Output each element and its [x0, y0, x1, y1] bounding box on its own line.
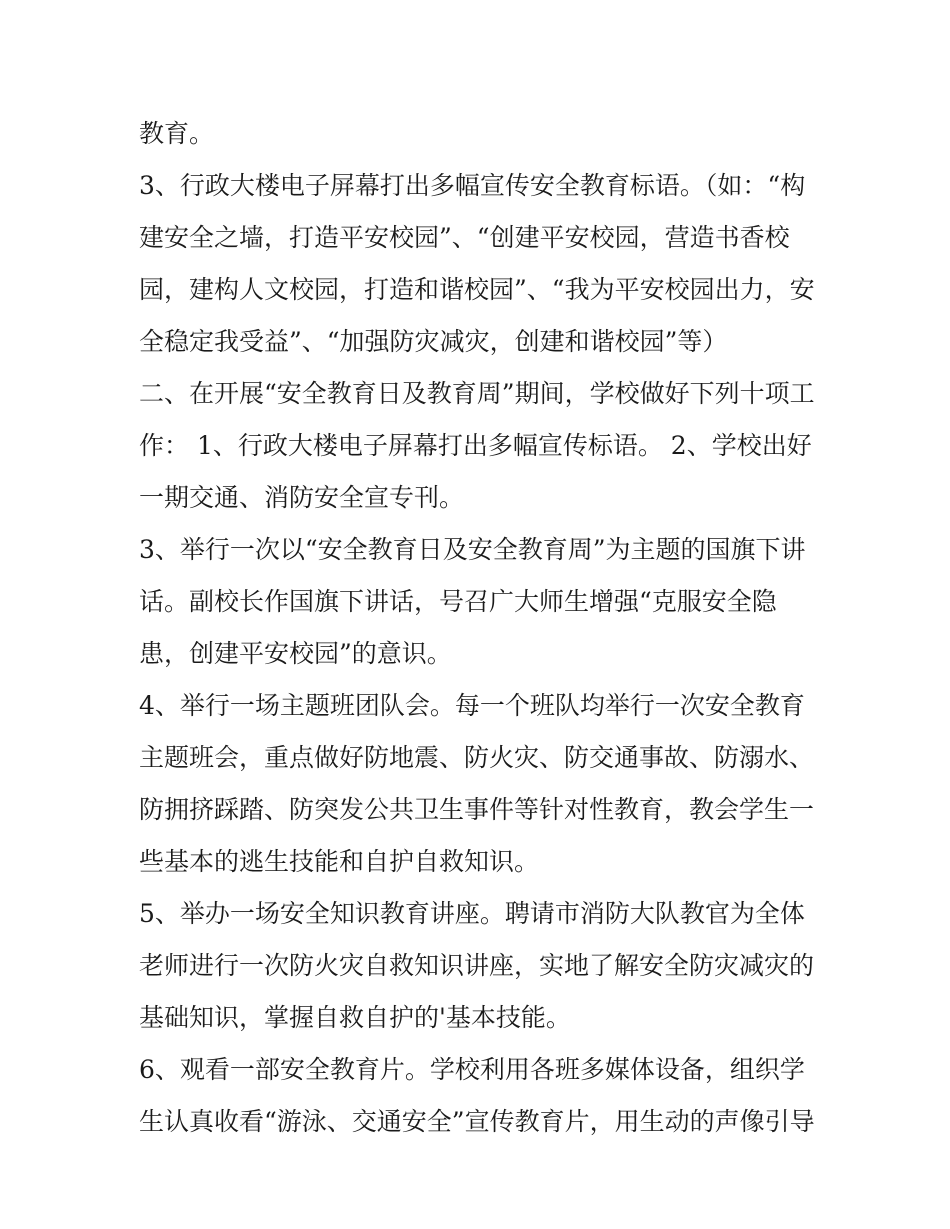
- text-line: 基础知识，掌握自救自护的'基本技能。: [139, 1003, 571, 1032]
- text-line: 6、观看一部安全教育片。学校利用各班多媒体设备，组织学: [139, 1055, 805, 1084]
- text-line: 些基本的逃生技能和自护自救知识。: [139, 847, 540, 876]
- text-line: 全稳定我受益”、“加强防灾减灾，创建和谐校园”等）: [139, 327, 728, 356]
- text-line: 园，建构人文校园，打造和谐校园”、“我为平安校园出力，安: [139, 275, 815, 304]
- text-line: 二、在开展“安全教育日及教育周”期间，学校做好下列十项工: [139, 379, 815, 408]
- text-line: 3、举行一次以“安全教育日及安全教育周”为主题的国旗下讲: [139, 535, 806, 564]
- text-line: 作： 1、行政大楼电子屏幕打出多幅宣传标语。 2、学校出好: [139, 431, 812, 460]
- document-body: [139, 108, 819, 1148]
- text-line: 5、举办一场安全知识教育讲座。聘请市消防大队教官为全体: [139, 899, 805, 928]
- text-line: 建安全之墙，打造平安校园”、“创建平安校园，营造书香校: [139, 223, 790, 252]
- text-line: 患，创建平安校园”的意识。: [139, 639, 452, 668]
- text-line: 防拥挤踩踏、防突发公共卫生事件等针对性教育，教会学生一: [139, 795, 815, 824]
- text-line: 老师进行一次防火灾自救知识讲座，实地了解安全防灾减灾的: [139, 951, 815, 980]
- text-line: 主题班会，重点做好防地震、防火灾、防交通事故、防溺水、: [139, 743, 815, 772]
- text-line: 话。副校长作国旗下讲话，号召广大师生增强“克服安全隐: [139, 587, 777, 616]
- text-line: 教育。: [139, 119, 215, 148]
- text-line: 生认真收看“游泳、交通安全”宣传教育片，用生动的声像引导: [139, 1107, 815, 1136]
- text-line: 4、举行一场主题班团队会。每一个班队均举行一次安全教育: [139, 691, 805, 720]
- text-line: 3、行政大楼电子屏幕打出多幅宣传安全教育标语。（如：“构: [139, 171, 806, 200]
- text-line: 一期交通、消防安全宣专刊。: [139, 483, 465, 512]
